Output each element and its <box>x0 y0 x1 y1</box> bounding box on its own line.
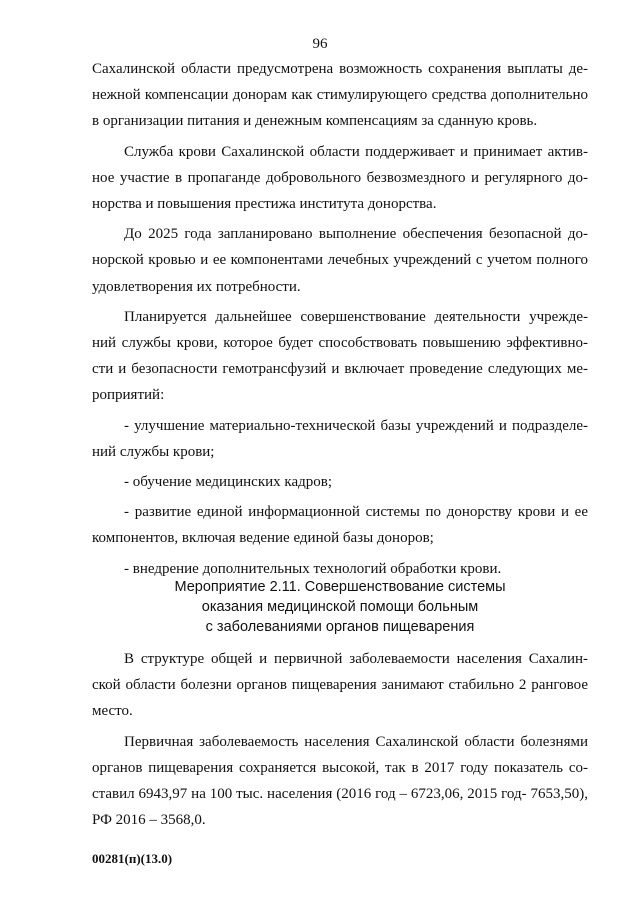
text-line: ний службы крови; <box>92 443 215 460</box>
text-line: До 2025 года запланировано выполнение обеспечения безопасной до- <box>124 226 588 243</box>
heading-line: оказания медицинской помощи больным <box>201 599 479 615</box>
text-line: В структуре общей и первичной заболеваемости населения Сахалин- <box>124 651 588 667</box>
document-code: 00281(п)(13.0) <box>92 851 173 866</box>
text-line: - внедрение дополнительных технологий обработки крови. <box>124 560 502 577</box>
text-line: компонентов, включая ведение единой базы доноров; <box>92 530 434 547</box>
list-item-material-base <box>92 413 588 465</box>
paragraph-compensation <box>92 56 588 135</box>
text-line: Сахалинской области предусмотрена возможность сохранения выплаты де- <box>92 61 588 77</box>
text-line: ской области болезни органов пищеварения занимают стабильно 2 ранговое <box>92 677 588 694</box>
text-line: ное участие в пропаганде добровольного безвозмездного и регулярного до- <box>92 169 588 186</box>
text-line: - обучение медицинских кадров; <box>124 474 332 491</box>
paragraph-2025-plan <box>92 221 588 300</box>
text-line: ставил 6943,97 на 100 тыс. населения (2016 год – 6723,06, 2015 год- 7653,50), <box>92 786 588 803</box>
text-line: место. <box>92 703 133 720</box>
text-line: норства и повышения престижа института донорства. <box>92 196 437 213</box>
text-line: РФ 2016 – 3568,0. <box>92 812 206 829</box>
section-heading <box>92 577 588 637</box>
text-line: Первичная заболеваемость населения Сахалинской области болезнями <box>124 733 588 750</box>
text-line: роприятий: <box>92 387 165 404</box>
text-line: Служба крови Сахалинской области поддерживает и принимает актив- <box>124 143 588 160</box>
page-number: 96 <box>312 36 328 52</box>
text-line: Планируется дальнейшее совершенствование деятельности учрежде- <box>124 308 588 325</box>
heading-line: Мероприятие 2.11. Совершенствование системы <box>174 579 506 595</box>
document-body-continued <box>92 646 588 833</box>
text-line: сти и безопасности гемотрансфузий и включает проведение следующих ме- <box>92 361 588 378</box>
paragraph-blood-service <box>92 139 588 218</box>
list-item-info-system <box>92 499 588 551</box>
text-line: удовлетворения их потребности. <box>92 278 301 295</box>
text-line: органов пищеварения сохраняется высокой, так в 2017 году показатель со- <box>92 759 588 776</box>
heading-line: с заболеваниями органов пищеварения <box>205 619 475 635</box>
document-body <box>92 56 588 582</box>
text-line: в организации питания и денежным компенсациям за сданную кровь. <box>92 113 538 130</box>
paragraph-primary-morbidity <box>92 729 588 834</box>
text-line: норской кровью и ее компонентами лечебных учреждений с учетом полного <box>92 252 588 269</box>
text-line: ний службы крови, которое будет способствовать повышению эффективно- <box>92 335 588 352</box>
text-line: - развитие единой информационной системы по донорству крови и ее <box>124 504 588 521</box>
text-line: нежной компенсации донорам как стимулирующего средства дополнительно <box>92 87 588 104</box>
paragraph-morbidity-structure <box>92 646 588 725</box>
paragraph-improvement-plan <box>92 304 588 409</box>
list-item-staff-training <box>92 469 588 495</box>
text-line: - улучшение материально-технической базы учреждений и подразделе- <box>124 417 588 434</box>
